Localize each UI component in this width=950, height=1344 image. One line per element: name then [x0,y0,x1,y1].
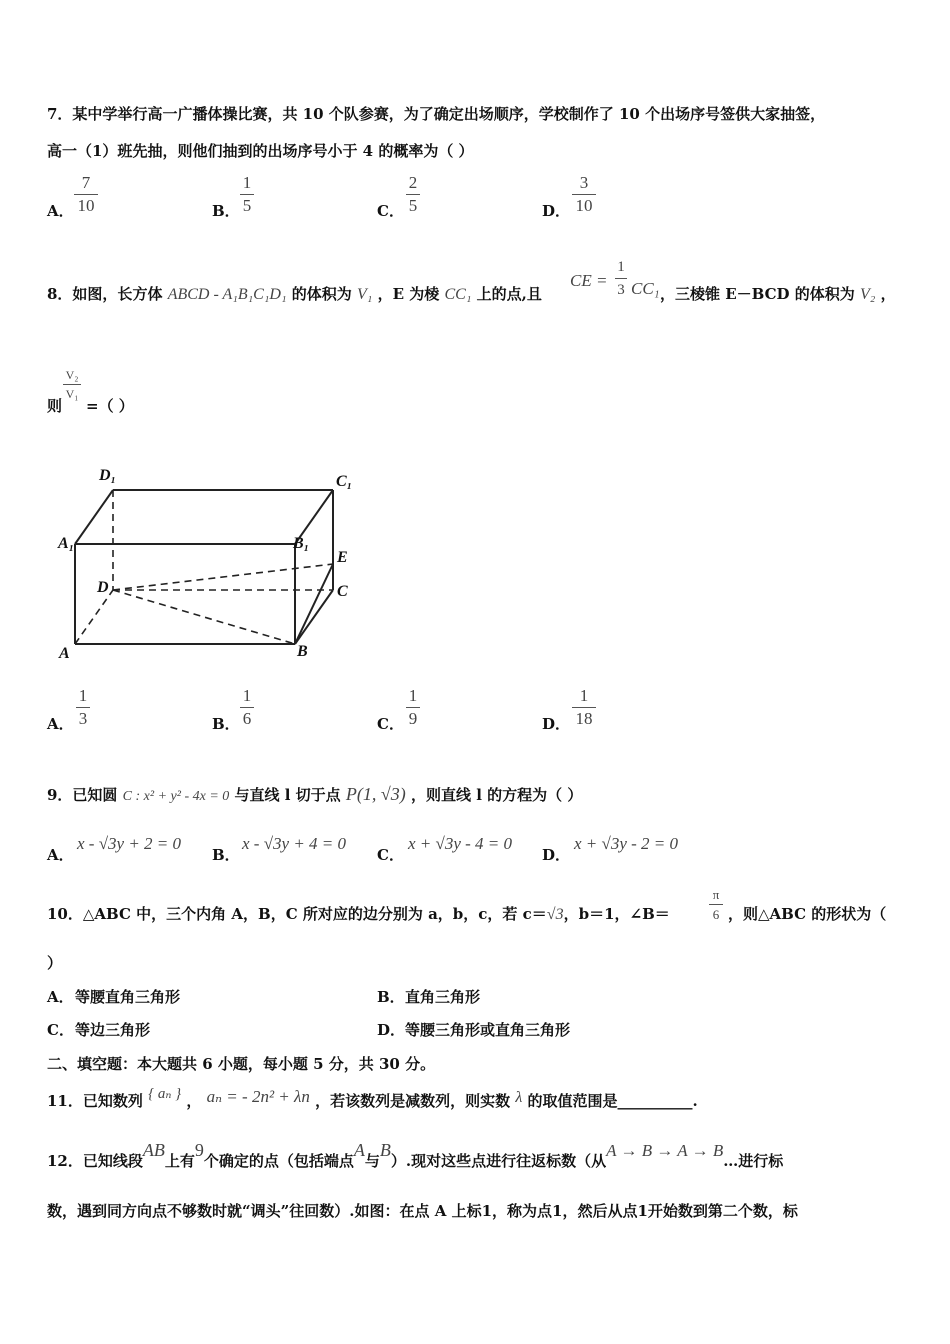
edge-de-hidden [113,564,333,590]
q11-prefix: 11．已知数列 [47,1092,143,1110]
q12-nine: 9 [194,1140,204,1160]
q10-option-a-label: A． [47,988,74,1006]
q12-mid2: ）.现对这些点进行往返标数（从 [390,1152,607,1170]
q8-option-d-fraction: 1 18 [572,687,596,728]
q8-pyramid-text: ，三棱锥 E－BCD 的体积为 [660,285,855,303]
q7-option-c-fraction: 2 5 [406,174,420,215]
q8-solid: ABCD - A₁B₁C₁D₁ [167,286,287,303]
q7-option-a-label: A． [47,202,74,220]
q10-sqrt3: √3 [546,906,564,923]
q8-option-b-label: B． [212,715,240,733]
q8-option-b-fraction: 1 6 [240,687,254,728]
q12-stem-line1 [47,1140,784,1171]
q7-option-d-label: D． [542,202,571,220]
q10-pi-fraction: π 6 [709,887,723,922]
q8-option-c-label: C． [377,715,404,733]
q10-option-d-text: 等腰三角形或直角三角形 [405,1021,571,1039]
q11-tail: 的取值范围是__________. [527,1092,698,1110]
q11-lambda: λ [515,1089,523,1106]
q9-option-a-label: A． [47,846,74,864]
section-fill-in-heading: 二、填空题：本大题共 6 小题，每小题 5 分，共 30 分。 [47,1055,436,1073]
label-d1: D₁ [99,467,117,484]
q12-and: 与 [364,1152,380,1170]
q10-line2: ） [47,954,63,972]
q9-suffix: ，则直线 l 的方程为（ ） [411,786,583,804]
cuboid-figure [55,460,365,660]
q8-ratio-fraction: V₂ V₁ [63,368,81,401]
q9-option-b-label: B． [212,846,240,864]
q12-ab: AB [142,1140,165,1160]
q7-option-b-label: B． [212,202,240,220]
q8-ze: 则 [47,397,63,415]
q8-option-a-fraction: 1 3 [76,687,90,728]
q10-option-d-label: D． [377,1021,406,1039]
q8-option-a-label: A． [47,715,74,733]
label-b1: B₁ [293,535,310,552]
label-b: B [297,643,308,660]
q7-option-b-fraction: 1 5 [240,174,254,215]
q11-seq: { aₙ } [148,1086,182,1102]
q10-part1: 10．△ABC 中，三个内角 A，B，C 所对应的边分别为 a，b，c，若 c＝ [47,905,547,923]
q8-stem-line1 [47,283,542,304]
q8-ce: CE = [570,271,608,290]
q8-option-c-fraction: 1 9 [406,687,420,728]
q9-option-a-expr: x - √3y + 2 = 0 [77,834,182,853]
q9-option-c-expr: x + √3y - 4 = 0 [408,834,513,853]
q12-b: B [379,1140,391,1160]
q8-vol-text: 的体积为 [291,285,352,303]
edge-bc [295,590,333,644]
q7-option-c-label: C． [377,202,404,220]
q8-stem-line1-tail [660,283,896,304]
q8-third-fraction: 1 3 [615,258,627,299]
q10-option-c-text: 等边三角形 [75,1021,151,1039]
label-c: C [337,583,348,600]
q10-part2: ，b＝1，∠B＝ [563,905,670,923]
q7-stem-line1: 7．某中学举行高一广播体操比赛，共 10 个队参赛，为了确定出场顺序，学校制作了 10 个出场序号签供大家抽签， [47,105,826,123]
q12-has: 上有 [164,1152,195,1170]
q8-edge: CC₁ [444,286,472,303]
q10-option-c-label: C． [47,1021,74,1039]
label-a: A [59,645,70,660]
q8-v1: V₁ [357,286,373,303]
q7-option-d-fraction: 3 10 [572,174,596,215]
q12-tail: …进行标 [723,1152,784,1170]
q10-part3: ，则△ABC 的形状为（ [728,905,887,923]
q9-point: P(1, √3) [345,784,406,804]
q10-option-b-text: 直角三角形 [405,988,481,1006]
q8-option-d-label: D． [542,715,571,733]
q8-cc1: CC₁ [631,279,660,298]
q8-comma: ， [880,285,896,303]
q12-mid: 个确定的点（包括端点 [203,1152,354,1170]
q10-option-b-label: B． [377,988,405,1006]
label-a1: A₁ [58,535,75,552]
edge-a1d1 [75,490,113,544]
edge-ad-hidden [75,590,113,644]
q8-point-text: 上的点,且 [476,285,542,303]
q7-option-a-fraction: 7 10 [74,174,98,215]
q9-option-d-label: D． [542,846,571,864]
label-d: D [97,579,109,596]
q12-prefix: 12．已知线段 [47,1152,143,1170]
q10-stem-line1 [47,903,670,924]
q9-option-b-expr: x - √3y + 4 = 0 [242,834,347,853]
q11-comma: ， [186,1092,202,1110]
q7-stem-line2: 高一（1）班先抽，则他们抽到的出场序号小于 4 的概率为（ ） [47,142,474,160]
q9-prefix: 9．已知圆 [47,786,118,804]
q11-suffix: ，若该数列是减数列，则实数 [315,1092,511,1110]
q10-option-a-text: 等腰直角三角形 [75,988,181,1006]
q11-stem [47,1086,698,1111]
q9-stem [47,784,582,805]
q8-eq: =（ ） [86,397,134,415]
q9-mid: 与直线 l 切于点 [234,786,341,804]
q9-circle: C : x² + y² - 4x = 0 [122,789,230,804]
q12-stem-line2: 数，遇到同方向点不够数时就“调头”往回数）.如图：在点 A 上标1，称为点1，然后从点1开始数到第二个数，标 [47,1202,798,1220]
q11-formula: aₙ = - 2n² + λn [206,1087,310,1106]
edge-db-hidden [113,590,295,644]
q9-option-d-expr: x + √3y - 2 = 0 [574,834,679,853]
q8-e-text: ，E 为棱 [377,285,440,303]
q8-prefix: 8．如图，长方体 [47,285,163,303]
q9-option-c-label: C． [377,846,404,864]
label-c1: C₁ [336,473,353,490]
q12-a: A [353,1140,365,1160]
edge-be [295,564,333,644]
q12-path: A → B → A → B [606,1141,724,1160]
label-e: E [337,549,348,566]
q8-v2: V₂ [860,286,876,303]
